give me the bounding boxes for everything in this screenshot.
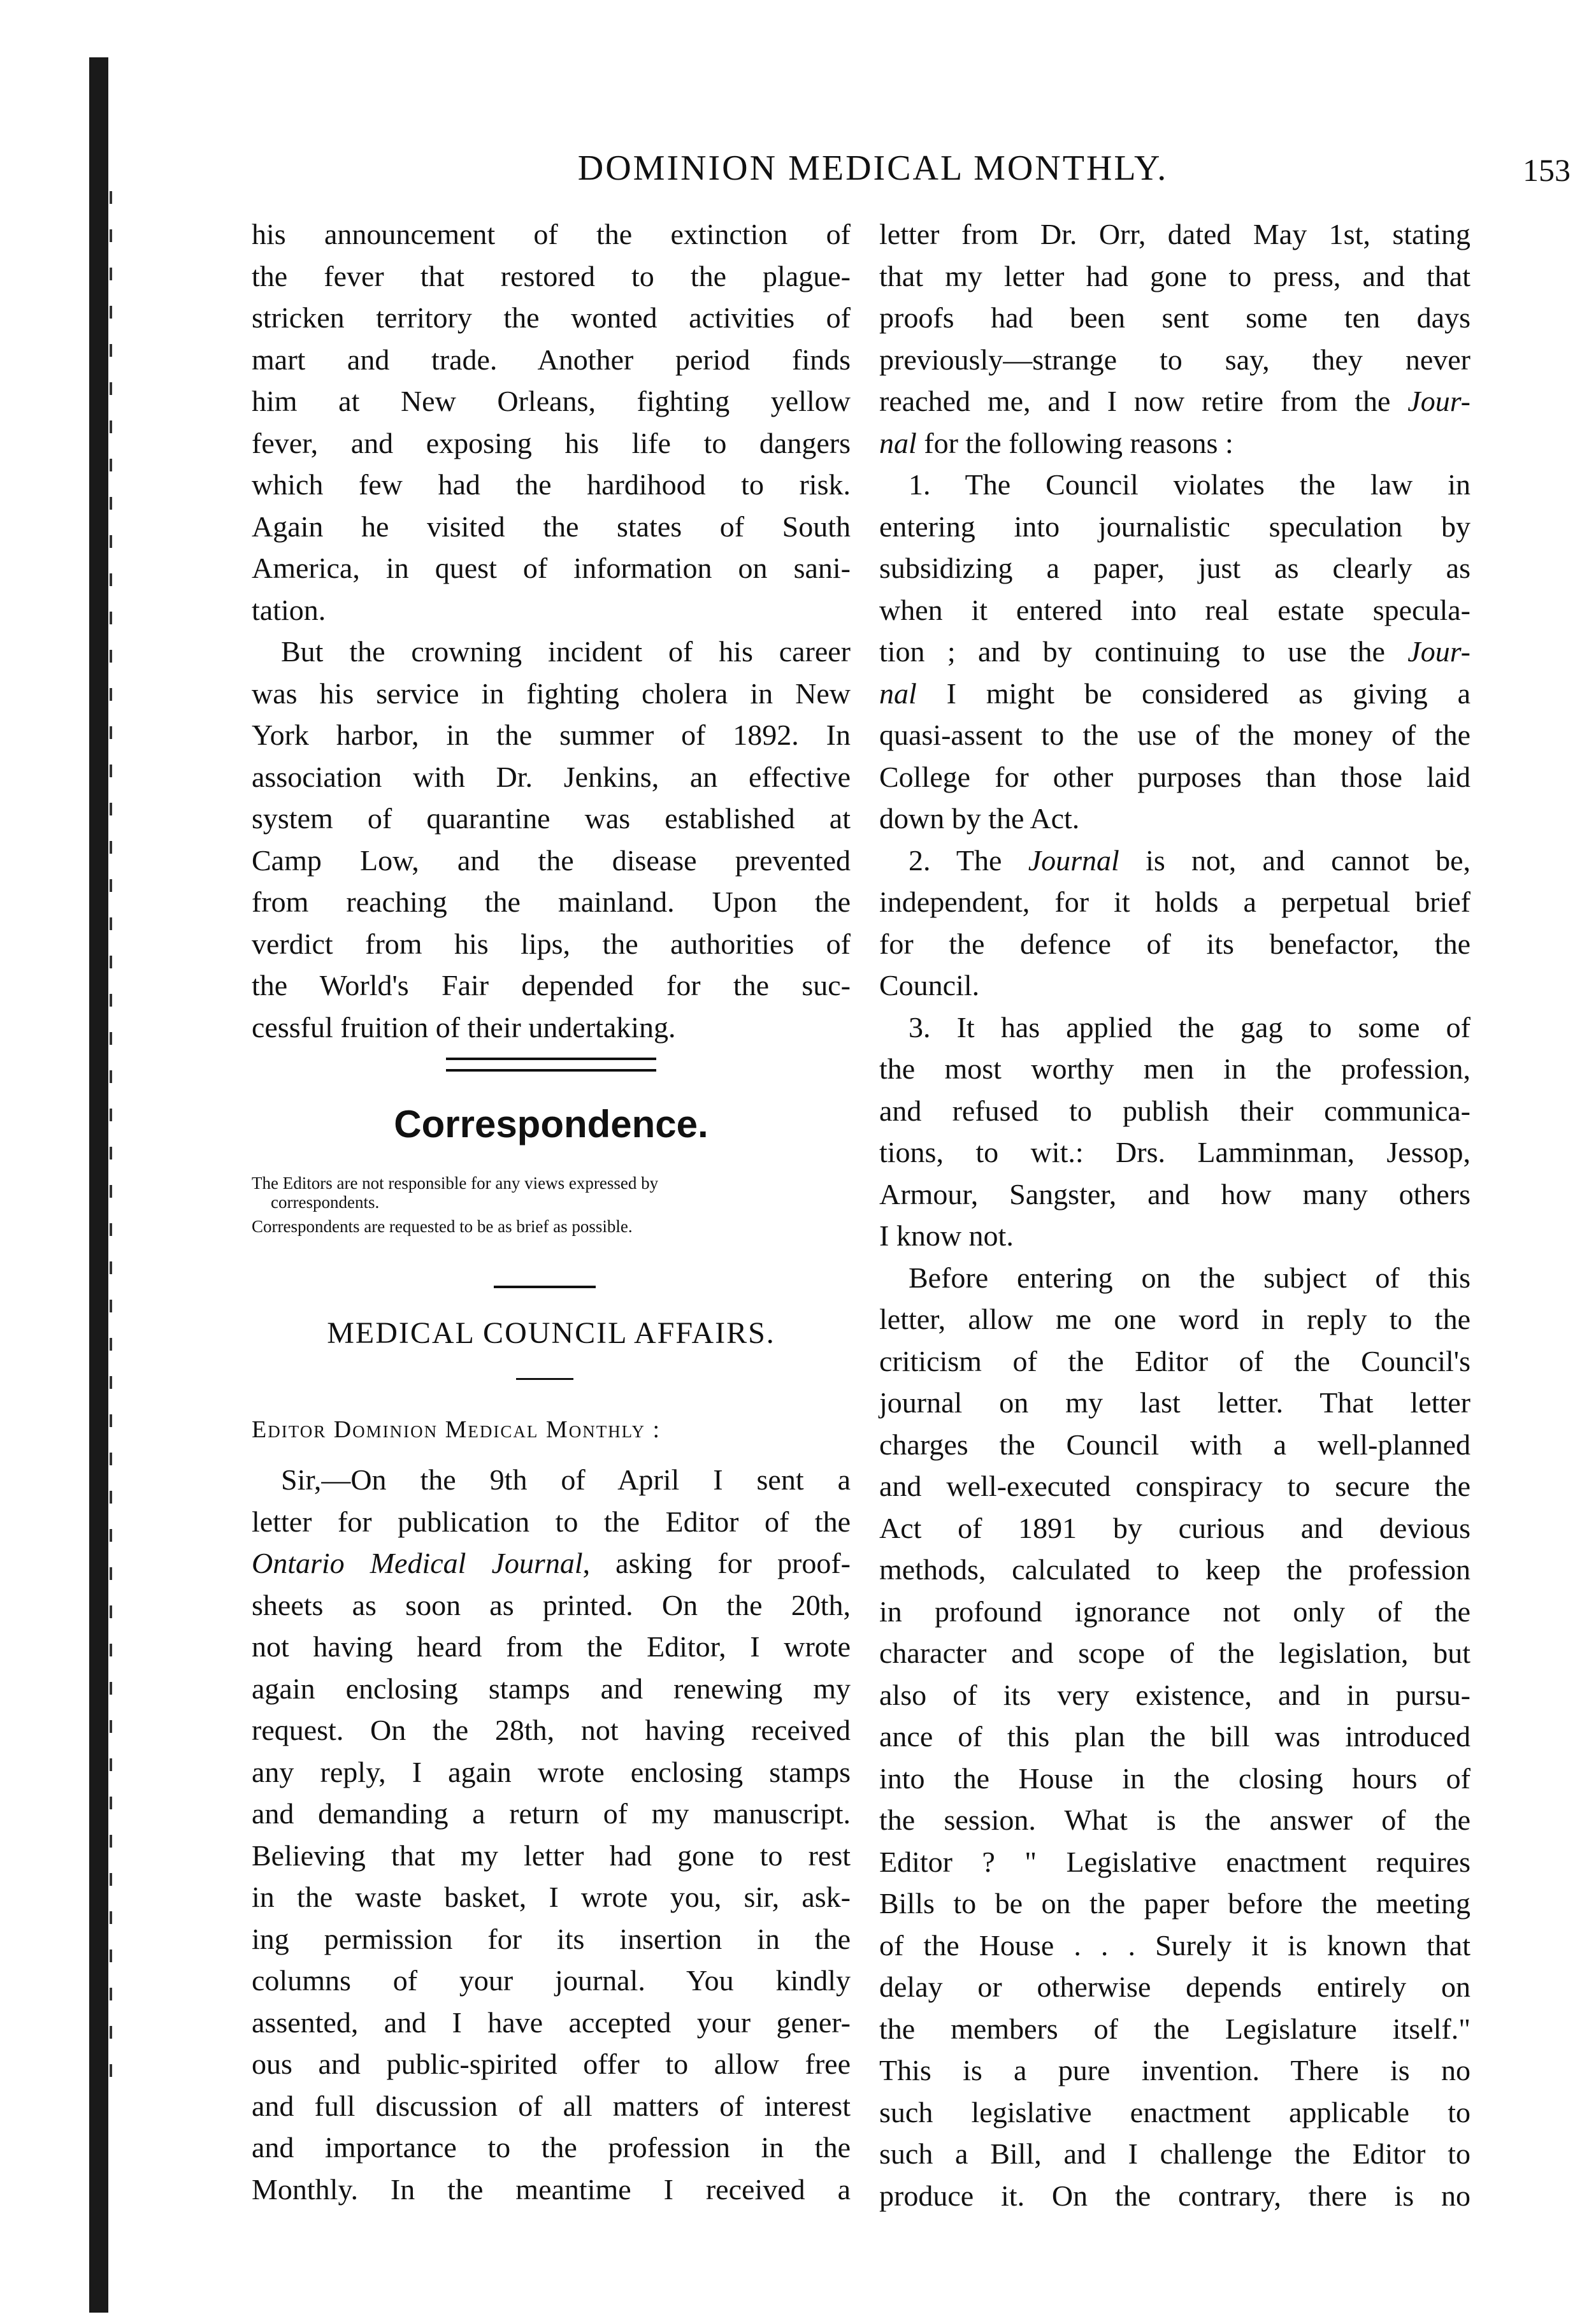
text-segment: Before entering on the subject of this bbox=[909, 1261, 1470, 1294]
text-segment: Bills to be on the paper before the meeting bbox=[879, 1887, 1470, 1920]
text-line bbox=[252, 1668, 851, 1710]
text-line bbox=[252, 1876, 851, 1918]
text-segment: the World's Fair depended for the suc- bbox=[252, 969, 851, 1002]
text-line bbox=[252, 1835, 851, 1877]
scan-edge-shadow bbox=[89, 57, 108, 2313]
text-line bbox=[879, 1465, 1470, 1507]
text-line bbox=[879, 1507, 1470, 1549]
text-line bbox=[252, 213, 851, 255]
text-segment: letter, allow me one word in reply to the bbox=[879, 1303, 1470, 1335]
text-line bbox=[879, 297, 1470, 339]
text-line bbox=[252, 714, 851, 756]
salutation: Editor Dominion Medical Monthly : bbox=[252, 1416, 661, 1443]
text-segment: association with Dr. Jenkins, an effective bbox=[252, 760, 851, 793]
text-segment: down by the Act. bbox=[879, 802, 1080, 835]
text-segment: for the defence of its benefactor, the bbox=[879, 927, 1470, 960]
section-heading: Correspondence. bbox=[394, 1103, 708, 1145]
text-line bbox=[252, 589, 851, 631]
text-segment: system of quarantine was established at bbox=[252, 802, 851, 835]
text-segment: 3. It has applied the gag to some of bbox=[909, 1010, 1470, 1044]
text-line bbox=[879, 2008, 1470, 2050]
text-segment: in the waste basket, I wrote you, sir, ask- bbox=[252, 1881, 851, 1913]
italic-title: nal bbox=[879, 677, 917, 710]
text-line bbox=[879, 756, 1470, 798]
text-segment: was his service in fighting cholera in New bbox=[252, 677, 851, 710]
text-line bbox=[879, 631, 1470, 673]
editor-note-1 bbox=[252, 1174, 851, 1212]
text-line bbox=[879, 798, 1470, 840]
text-segment: , asking for proof- bbox=[582, 1547, 851, 1579]
text-line bbox=[252, 923, 851, 965]
text-line bbox=[879, 422, 1470, 464]
text-segment: entering into journalistic speculation by bbox=[879, 510, 1470, 543]
left-column-top bbox=[252, 213, 851, 1048]
text-segment: verdict from his lips, the authorities of bbox=[252, 927, 851, 960]
text-segment: criticism of the Editor of the Council's bbox=[879, 1344, 1470, 1377]
text-line bbox=[252, 631, 851, 673]
text-line bbox=[252, 756, 851, 798]
text-line bbox=[879, 1215, 1470, 1257]
editor-note-1-line-2: correspondents. bbox=[271, 1193, 380, 1212]
text-segment: methods, calculated to keep the profession bbox=[879, 1553, 1470, 1586]
text-line bbox=[252, 1960, 851, 2002]
text-line bbox=[252, 1709, 851, 1751]
text-segment: previously—strange to say, they never bbox=[879, 343, 1470, 376]
text-segment: York harbor, in the summer of 1892. In bbox=[252, 719, 851, 751]
text-line bbox=[879, 464, 1470, 506]
text-line bbox=[252, 2085, 851, 2127]
text-segment: any reply, I again wrote enclosing stamps bbox=[252, 1755, 851, 1788]
text-line bbox=[879, 840, 1470, 882]
text-segment: letter from Dr. Orr, dated May 1st, stating bbox=[879, 218, 1470, 250]
text-segment: not having heard from the Editor, I wrote bbox=[252, 1630, 851, 1663]
text-line bbox=[879, 213, 1470, 255]
text-line bbox=[879, 1257, 1470, 1299]
text-segment: charges the Council with a well-planned bbox=[879, 1428, 1470, 1461]
text-segment: Monthly. In the meantime I received a bbox=[252, 2172, 851, 2206]
text-line bbox=[252, 506, 851, 548]
text-segment: Again he visited the states of South bbox=[252, 510, 851, 543]
text-segment: and demanding a return of my manuscript. bbox=[252, 1797, 851, 1830]
text-line bbox=[252, 1626, 851, 1668]
text-segment: Council. bbox=[879, 969, 980, 1002]
text-segment: ance of this plan the bill was introduced bbox=[879, 1720, 1470, 1753]
text-line bbox=[252, 255, 851, 298]
text-segment: assented, and I have accepted your gener- bbox=[252, 2006, 851, 2039]
italic-title: Jour- bbox=[1407, 635, 1470, 668]
text-line bbox=[879, 1966, 1470, 2008]
running-title: DOMINION MEDICAL MONTHLY. bbox=[577, 148, 1168, 188]
text-segment: cessful fruition of their undertaking. bbox=[252, 1010, 676, 1044]
text-line bbox=[252, 840, 851, 882]
left-column-letter bbox=[252, 1459, 851, 2210]
text-line bbox=[252, 965, 851, 1007]
text-line bbox=[879, 380, 1470, 422]
scan-edge-marks bbox=[110, 191, 112, 2102]
text-line bbox=[879, 1174, 1470, 1216]
text-line bbox=[252, 1007, 851, 1049]
text-line bbox=[879, 881, 1470, 923]
text-line bbox=[879, 1298, 1470, 1340]
text-line bbox=[252, 798, 851, 840]
text-segment: request. On the 28th, not having received bbox=[252, 1714, 851, 1746]
text-segment: fever, and exposing his life to dangers bbox=[252, 426, 851, 459]
text-line bbox=[252, 380, 851, 422]
text-segment: tions, to wit.: Drs. Lamminman, Jessop, bbox=[879, 1136, 1470, 1168]
text-segment: ing permission for its insertion in the bbox=[252, 1922, 851, 1955]
text-segment: of the House . . . Surely it is known that bbox=[879, 1928, 1470, 1962]
text-line bbox=[252, 422, 851, 464]
text-line bbox=[879, 1758, 1470, 1800]
text-segment: ous and public-spirited offer to allow free bbox=[252, 2048, 851, 2080]
text-line bbox=[879, 1048, 1470, 1090]
text-segment: quasi-assent to the use of the money of the bbox=[879, 719, 1470, 751]
text-segment: stricken territory the wonted activities of bbox=[252, 301, 851, 334]
text-line bbox=[879, 255, 1470, 298]
text-line bbox=[879, 1340, 1470, 1382]
text-segment: journal on my last letter. That letter bbox=[879, 1386, 1470, 1419]
text-segment: and well-executed conspiracy to secure the bbox=[879, 1470, 1470, 1502]
text-line bbox=[252, 2043, 851, 2085]
text-line bbox=[879, 965, 1470, 1007]
text-segment: that my letter had gone to press, and that bbox=[879, 259, 1470, 292]
text-segment: independent, for it holds a perpetual brief bbox=[879, 886, 1470, 918]
text-segment: I know not. bbox=[879, 1219, 1014, 1252]
text-line bbox=[879, 1382, 1470, 1424]
text-line bbox=[879, 1591, 1470, 1633]
text-line bbox=[879, 589, 1470, 631]
text-segment: But the crowning incident of his career bbox=[281, 635, 851, 668]
text-segment: Editor ? " Legislative enactment requires bbox=[879, 1845, 1470, 1878]
text-line bbox=[879, 1674, 1470, 1716]
text-line bbox=[252, 1751, 851, 1793]
text-segment: also of its very existence, and in pursu- bbox=[879, 1678, 1470, 1711]
text-segment: columns of your journal. You kindly bbox=[252, 1964, 851, 1997]
text-line bbox=[879, 1799, 1470, 1841]
text-segment: and full discussion of all matters of interest bbox=[252, 2089, 851, 2122]
text-segment: in profound ignorance not only of the bbox=[879, 1595, 1470, 1628]
text-segment: subsidizing a paper, just as clearly as bbox=[879, 552, 1470, 584]
text-segment: reached me, and I now retire from the bbox=[879, 385, 1408, 417]
text-segment: the members of the Legislature itself." bbox=[879, 2012, 1470, 2045]
text-line bbox=[879, 1549, 1470, 1591]
text-segment: Camp Low, and the disease prevented bbox=[252, 844, 851, 877]
text-line bbox=[879, 1925, 1470, 1967]
text-line bbox=[879, 2092, 1470, 2134]
text-segment: and refused to publish their communica- bbox=[879, 1094, 1470, 1127]
text-line bbox=[252, 2169, 851, 2211]
text-segment: Believing that my letter had gone to rest bbox=[252, 1839, 851, 1872]
text-line bbox=[252, 1459, 851, 1501]
text-line bbox=[879, 1007, 1470, 1049]
short-rule bbox=[494, 1286, 596, 1288]
text-segment: delay or otherwise depends entirely on bbox=[879, 1971, 1470, 2003]
text-segment: from reaching the mainland. Upon the bbox=[252, 886, 851, 918]
text-line bbox=[252, 1584, 851, 1626]
text-line bbox=[879, 2133, 1470, 2175]
text-segment: which few had the hardihood to risk. bbox=[252, 468, 851, 501]
text-line bbox=[252, 881, 851, 923]
text-segment: Armour, Sangster, and how many others bbox=[879, 1177, 1470, 1210]
text-line bbox=[879, 1841, 1470, 1883]
text-segment: tation. bbox=[252, 593, 326, 626]
text-segment: 2. The bbox=[909, 844, 1028, 877]
editor-note-1-line-1: The Editors are not responsible for any views expressed by bbox=[252, 1174, 659, 1193]
text-line bbox=[252, 1542, 851, 1584]
article-title: MEDICAL COUNCIL AFFAIRS. bbox=[327, 1316, 775, 1350]
text-segment: when it entered into real estate specula- bbox=[879, 593, 1470, 626]
text-line bbox=[879, 1716, 1470, 1758]
text-line bbox=[252, 1501, 851, 1543]
text-line bbox=[252, 673, 851, 715]
text-segment: is not, and cannot be, bbox=[1119, 844, 1470, 877]
text-line bbox=[879, 923, 1470, 965]
text-line bbox=[252, 1918, 851, 1960]
text-line bbox=[879, 339, 1470, 381]
text-segment: This is a pure invention. There is no bbox=[879, 2054, 1470, 2086]
text-segment: him at New Orleans, fighting yellow bbox=[252, 385, 851, 417]
text-line bbox=[252, 2127, 851, 2169]
text-segment: sheets as soon as printed. On the 20th, bbox=[252, 1588, 851, 1621]
text-segment: the session. What is the answer of the bbox=[879, 1804, 1470, 1836]
text-segment: produce it. On the contrary, there is no bbox=[879, 2179, 1470, 2212]
text-segment: such legislative enactment applicable to bbox=[879, 2095, 1470, 2129]
page-number: 153 bbox=[1523, 152, 1571, 188]
text-segment: proofs had been sent some ten days bbox=[879, 301, 1470, 334]
text-line bbox=[252, 1793, 851, 1835]
text-line bbox=[879, 1090, 1470, 1132]
text-line bbox=[252, 339, 851, 381]
text-line bbox=[252, 297, 851, 339]
italic-title: nal bbox=[879, 426, 917, 459]
text-segment: for the following reasons : bbox=[916, 426, 1233, 459]
text-line bbox=[879, 1883, 1470, 1925]
text-segment: character and scope of the legislation, but bbox=[879, 1637, 1470, 1669]
text-segment: I might be considered as giving a bbox=[916, 677, 1470, 710]
right-column bbox=[879, 213, 1470, 2216]
text-line bbox=[879, 1424, 1470, 1466]
text-segment: the most worthy men in the profession, bbox=[879, 1052, 1470, 1085]
section-divider bbox=[446, 1058, 656, 1072]
text-segment: College for other purposes than those laid bbox=[879, 760, 1470, 793]
text-segment: America, in quest of information on sani- bbox=[252, 552, 851, 584]
italic-title: Jour- bbox=[1407, 385, 1470, 417]
text-segment: Sir,—On the 9th of April I sent a bbox=[281, 1463, 851, 1496]
text-line bbox=[879, 2050, 1470, 2092]
text-segment: 1. The Council violates the law in bbox=[909, 468, 1470, 501]
text-segment: mart and trade. Another period finds bbox=[252, 343, 851, 376]
text-segment: the fever that restored to the plague- bbox=[252, 259, 851, 292]
text-segment: his announcement of the extinction of bbox=[252, 218, 851, 250]
text-line bbox=[879, 547, 1470, 589]
text-segment: Act of 1891 by curious and devious bbox=[879, 1511, 1470, 1544]
short-rule bbox=[516, 1378, 573, 1380]
text-segment: letter for publication to the Editor of the bbox=[252, 1505, 851, 1538]
text-segment: and importance to the profession in the bbox=[252, 2131, 851, 2164]
text-line bbox=[879, 2175, 1470, 2217]
italic-title: Journal bbox=[1028, 844, 1119, 877]
text-line bbox=[879, 673, 1470, 715]
text-line bbox=[252, 464, 851, 506]
editor-note-2: Correspondents are requested to be as brief as possible. bbox=[252, 1217, 633, 1236]
text-segment: into the House in the closing hours of bbox=[879, 1762, 1470, 1795]
text-line bbox=[879, 506, 1470, 548]
italic-title: Ontario Medical Journal bbox=[252, 1547, 583, 1579]
text-segment: again enclosing stamps and renewing my bbox=[252, 1672, 851, 1705]
text-line bbox=[252, 547, 851, 589]
text-segment: such a Bill, and I challenge the Editor to bbox=[879, 2137, 1470, 2170]
text-segment: tion ; and by continuing to use the bbox=[879, 635, 1408, 668]
text-line bbox=[252, 2002, 851, 2044]
text-line bbox=[879, 1632, 1470, 1674]
text-line bbox=[879, 1131, 1470, 1174]
text-line bbox=[879, 714, 1470, 756]
